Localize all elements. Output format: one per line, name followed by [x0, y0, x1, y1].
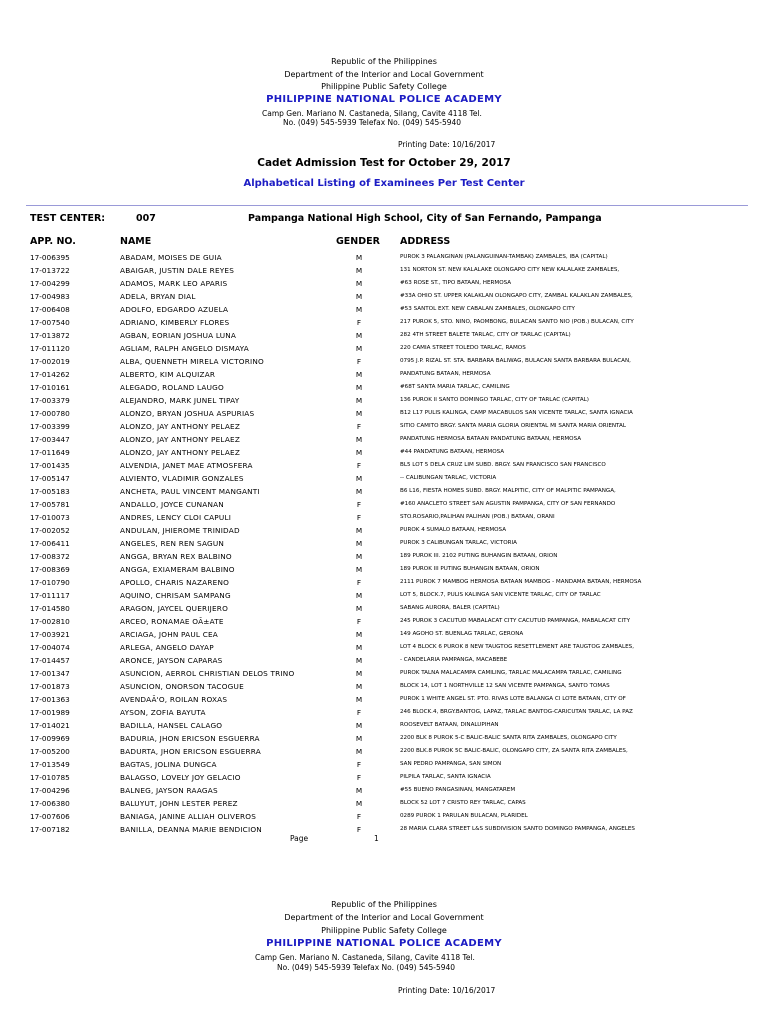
address-cell: PANDATUNG BATAAN, HERMOSA: [400, 371, 491, 377]
gender-cell: F: [356, 773, 362, 782]
academy-title: PHILIPPINE NATIONAL POLICE ACADEMY: [266, 94, 502, 105]
table-row: [0, 810, 768, 823]
address-cell: 28 MARIA CLARA STREET L&S SUBDIVISION SANTO DOMINGO PAMPANGA, ANGELES: [400, 826, 635, 832]
table-row: [0, 290, 768, 303]
name-cell: APOLLO, CHARIS NAZARENO: [120, 578, 230, 587]
app-no-cell: 17-001989: [30, 708, 70, 717]
address-cell: 136 PUROK II SANTO DOMINGO TARLAC, CITY OF TARLAC (CAPITAL): [400, 397, 589, 403]
table-row: [0, 745, 768, 758]
table-row: [0, 394, 768, 407]
gender-cell: F: [356, 513, 362, 522]
app-no-cell: 17-003399: [30, 422, 70, 431]
address-cell: LOT 5, BLOCK.7, PULIS KALINGA SAN VICENTE TARLAC, CITY OF TARLAC: [400, 592, 601, 598]
table-row: [0, 381, 768, 394]
app-no-cell: 17-003379: [30, 396, 70, 405]
gender-cell: M: [355, 630, 363, 639]
table-row: [0, 823, 768, 836]
column-name: NAME: [120, 236, 152, 247]
app-no-cell: 17-005781: [30, 500, 70, 509]
address-cell: 246 BLOCK.4, BRGY.BANTOG, LAPAZ, TARLAC BANTOG-CARICUTAN TARLAC, LA PAZ: [400, 709, 633, 715]
column-gender: GENDER: [336, 236, 380, 247]
name-cell: BANIAGA, JANINE ALLIAH OLIVEROS: [120, 812, 257, 821]
name-cell: ARCEO, RONAMAE OÃ±ATE: [120, 617, 224, 626]
table-row: [0, 563, 768, 576]
address-cell: 149 AGOHO ST. BUENLAG TARLAC, GERONA: [400, 631, 524, 637]
address-cell: B6 L16, FIESTA HOMES SUBD. BRGY. MALPITIC, CITY OF MALPITIC PAMPANGA,: [400, 488, 616, 494]
table-row: [0, 706, 768, 719]
gender-cell: F: [356, 760, 362, 769]
footer-header-republic: Republic of the Philippines: [331, 900, 437, 909]
address-cell: - CANDELARIA PAMPANGA, MACABEBE: [400, 657, 508, 663]
name-cell: ALONZO, BRYAN JOSHUA ASPURIAS: [120, 409, 255, 418]
app-no-cell: 17-008372: [30, 552, 70, 561]
academy-address-line2: No. (049) 545-5939 Telefax No. (049) 545-5940: [283, 118, 462, 127]
footer-academy-address-line1: Camp Gen. Mariano N. Castaneda, Silang, Cavite 4118 Tel.: [255, 953, 475, 962]
table-row: [0, 602, 768, 615]
name-cell: ADRIANO, KIMBERLY FLORES: [120, 318, 230, 327]
address-cell: PUROK 4 SUMALO BATAAN, HERMOSA: [400, 527, 507, 533]
app-no-cell: 17-006380: [30, 799, 70, 808]
table-row: [0, 693, 768, 706]
name-cell: ALEGADO, ROLAND LAUGO: [120, 383, 224, 392]
address-cell: #160 ANACLETO STREET SAN AGUSTIN PAMPANGA, CITY OF SAN FERNANDO: [400, 501, 616, 507]
app-no-cell: 17-002052: [30, 526, 70, 535]
app-no-cell: 17-011649: [30, 448, 70, 457]
footer-academy-address-line2: No. (049) 545-5939 Telefax No. (049) 545-5940: [277, 963, 456, 972]
address-cell: 282 4TH STREET BALETE TARLAC, CITY OF TARLAC (CAPITAL): [400, 332, 571, 338]
app-no-cell: 17-008369: [30, 565, 70, 574]
test-center-name: Pampanga National High School, City of San Fernando, Pampanga: [248, 213, 602, 224]
app-no-cell: 17-004299: [30, 279, 70, 288]
gender-cell: M: [355, 695, 363, 704]
table-row: [0, 524, 768, 537]
app-no-cell: 17-011117: [30, 591, 70, 600]
footer-header-department: Department of the Interior and Local Government: [284, 913, 484, 922]
header-department: Department of the Interior and Local Government: [284, 70, 484, 79]
gender-cell: M: [355, 747, 363, 756]
table-row: [0, 329, 768, 342]
app-no-cell: 17-001347: [30, 669, 70, 678]
printing-date: Printing Date: 10/16/2017: [398, 140, 496, 149]
address-cell: 189 PUROK III PUTING BUHANGIN BATAAN, ORION: [400, 566, 540, 572]
app-no-cell: 17-009969: [30, 734, 70, 743]
app-no-cell: 17-007540: [30, 318, 70, 327]
table-row: [0, 511, 768, 524]
app-no-cell: 17-002019: [30, 357, 70, 366]
address-cell: 220 CAMIA STREET TOLEDO TARLAC, RAMOS: [400, 345, 526, 351]
app-no-cell: 17-014021: [30, 721, 70, 730]
gender-cell: M: [355, 669, 363, 678]
table-row: [0, 784, 768, 797]
app-no-cell: 17-005200: [30, 747, 70, 756]
address-cell: STO.ROSARIO,PALIHAN PALIHAN (POB.) BATAAN, ORANI: [400, 514, 555, 520]
academy-address-line1: Camp Gen. Mariano N. Castaneda, Silang, Cavite 4118 Tel.: [262, 109, 482, 118]
address-cell: SITIO CAMITO BRGY. SANTA MARIA GLORIA ORIENTAL MI SANTA MARIA ORIENTAL: [400, 423, 626, 429]
gender-cell: M: [355, 656, 363, 665]
app-no-cell: 17-006411: [30, 539, 70, 548]
document-subtitle: Alphabetical Listing of Examinees Per Test Center: [243, 178, 525, 189]
address-cell: LOT 4 BLOCK 6 PUROK 8 NEW TAUGTOG RESETTLEMENT ARE TAUGTOG ZAMBALES,: [400, 644, 634, 650]
app-no-cell: 17-010161: [30, 383, 70, 392]
gender-cell: M: [355, 721, 363, 730]
address-cell: BLOCK 52 LOT 7 CRISTO REY TARLAC, CAPAS: [400, 800, 526, 806]
app-no-cell: 17-007182: [30, 825, 70, 834]
table-row: [0, 277, 768, 290]
name-cell: BANILLA, DEANNA MARIE BENDICION: [120, 825, 262, 834]
gender-cell: F: [356, 422, 362, 431]
name-cell: ASUNCION, AERROL CHRISTIAN DELOS TRINO: [120, 669, 295, 678]
app-no-cell: 17-013872: [30, 331, 70, 340]
app-no-cell: 17-005147: [30, 474, 70, 483]
table-row: [0, 667, 768, 680]
table-row: [0, 264, 768, 277]
name-cell: ARONCE, JAYSON CAPARAS: [120, 656, 223, 665]
table-row: [0, 732, 768, 745]
gender-cell: M: [355, 344, 363, 353]
name-cell: ANDRES, LENCY CLOI CAPULI: [120, 513, 232, 522]
app-no-cell: 17-001435: [30, 461, 70, 470]
app-no-cell: 17-004074: [30, 643, 70, 652]
name-cell: ADOLFO, EDGARDO AZUELA: [120, 305, 229, 314]
name-cell: ARAGON, JAYCEL QUERIJERO: [120, 604, 229, 613]
table-row: [0, 355, 768, 368]
name-cell: ALVENDIA, JANET MAE ATMOSFERA: [120, 461, 253, 470]
table-row: [0, 498, 768, 511]
name-cell: ALBERTO, KIM ALQUIZAR: [120, 370, 216, 379]
table-row: [0, 771, 768, 784]
gender-cell: F: [356, 318, 362, 327]
table-row: [0, 576, 768, 589]
table-row: [0, 342, 768, 355]
table-row: [0, 758, 768, 771]
gender-cell: M: [355, 448, 363, 457]
address-cell: #33A OHIO ST. UPPER KALAKLAN OLONGAPO CITY, ZAMBAL KALAKLAN ZAMBALES,: [400, 293, 633, 299]
name-cell: ABAIGAR, JUSTIN DALE REYES: [120, 266, 235, 275]
test-center-label: TEST CENTER:: [30, 213, 106, 224]
app-no-cell: 17-014262: [30, 370, 70, 379]
app-no-cell: 17-013722: [30, 266, 70, 275]
table-row: [0, 472, 768, 485]
name-cell: ASUNCION, ONORSON TACOGUE: [120, 682, 244, 691]
table-row: [0, 446, 768, 459]
gender-cell: M: [355, 370, 363, 379]
name-cell: ALONZO, JAY ANTHONY PELAEZ: [120, 422, 241, 431]
name-cell: ANCHETA, PAUL VINCENT MANGANTI: [120, 487, 260, 496]
name-cell: ALVIENTO, VLADIMIR GONZALES: [120, 474, 244, 483]
table-row: [0, 316, 768, 329]
address-cell: 2200 BLK.8 PUROK 5C BALIC-BALIC, OLONGAPO CITY, ZA SANTA RITA ZAMBALES,: [400, 748, 628, 754]
address-cell: #63 ROSE ST., TIPO BATAAN, HERMOSA: [400, 280, 512, 286]
table-row: [0, 641, 768, 654]
address-cell: BLOCK 14, LOT 1 NORTHVILLE 12 SAN VICENTE PAMPANGA, SANTO TOMAS: [400, 683, 610, 689]
address-cell: PUROK 3 PALANGINAN (PALANGUINAN-TAMBAK) ZAMBALES, IBA (CAPITAL): [400, 254, 608, 260]
gender-cell: F: [356, 825, 362, 834]
app-no-cell: 17-010073: [30, 513, 70, 522]
column-address: ADDRESS: [400, 236, 451, 247]
gender-cell: M: [355, 331, 363, 340]
name-cell: ALBA, QUENNETH MIRELA VICTORINO: [120, 357, 264, 366]
name-cell: ALEJANDRO, MARK JUNEL TIPAY: [120, 396, 240, 405]
address-cell: PILPILA TARLAC, SANTA IGNACIA: [400, 774, 491, 780]
gender-cell: M: [355, 552, 363, 561]
name-cell: AGBAN, EORIAN JOSHUA LUNA: [120, 331, 237, 340]
gender-cell: M: [355, 526, 363, 535]
name-cell: BADILLA, HANSEL CALAGO: [120, 721, 223, 730]
name-cell: ANGGA, EXIAMERAM BALBINO: [120, 565, 235, 574]
app-no-cell: 17-011120: [30, 344, 70, 353]
page-label: Page: [290, 834, 309, 843]
address-cell: PUROK 3 CALIBUNGAN TARLAC, VICTORIA: [400, 540, 517, 546]
app-no-cell: 17-004983: [30, 292, 70, 301]
name-cell: ANDALLO, JOYCE CUNANAN: [120, 500, 224, 509]
table-row: [0, 797, 768, 810]
gender-cell: F: [356, 500, 362, 509]
name-cell: BALAGSO, LOVELY JOY GELACIO: [120, 773, 241, 782]
gender-cell: M: [355, 279, 363, 288]
gender-cell: M: [355, 682, 363, 691]
app-no-cell: 17-000780: [30, 409, 70, 418]
address-cell: 189 PUROK III. 2102 PUTING BUHANGIN BATAAN, ORION: [400, 553, 558, 559]
gender-cell: M: [355, 799, 363, 808]
table-row: [0, 654, 768, 667]
footer-printing-date: Printing Date: 10/16/2017: [398, 986, 496, 995]
gender-cell: M: [355, 734, 363, 743]
address-cell: -- CALIBUNGAN TARLAC, VICTORIA: [400, 475, 497, 481]
name-cell: ARLEGA, ANGELO DAYAP: [120, 643, 214, 652]
address-cell: #68T SANTA MARIA TARLAC, CAMILING: [400, 384, 510, 390]
gender-cell: M: [355, 474, 363, 483]
app-no-cell: 17-002810: [30, 617, 70, 626]
name-cell: ALONZO, JAY ANTHONY PELAEZ: [120, 435, 241, 444]
examinee-table: [0, 251, 768, 836]
footer-academy-title: PHILIPPINE NATIONAL POLICE ACADEMY: [266, 938, 502, 949]
gender-cell: M: [355, 305, 363, 314]
address-cell: BL5 LOT 5 DELA CRUZ LIM SUBD. BRGY. SAN FRANCISCO SAN FRANCISCO: [400, 462, 606, 468]
name-cell: AYSON, ZOFIA BAYUTA: [120, 708, 206, 717]
table-row: [0, 407, 768, 420]
name-cell: ANGELES, REN REN SAGUN: [120, 539, 225, 548]
gender-cell: M: [355, 565, 363, 574]
name-cell: BADURIA, JHON ERICSON ESGUERRA: [120, 734, 260, 743]
address-cell: #44 PANDATUNG BATAAN, HERMOSA: [400, 449, 505, 455]
test-center-code: 007: [136, 213, 156, 224]
gender-cell: F: [356, 708, 362, 717]
table-row: [0, 485, 768, 498]
app-no-cell: 17-014580: [30, 604, 70, 613]
name-cell: ANDULAN, JHIEROME TRINIDAD: [120, 526, 240, 535]
column-app-no: APP. NO.: [30, 236, 76, 247]
app-no-cell: 17-003921: [30, 630, 70, 639]
gender-cell: M: [355, 292, 363, 301]
table-row: [0, 550, 768, 563]
app-no-cell: 17-014457: [30, 656, 70, 665]
name-cell: BADURTA, JHON ERICSON ESGUERRA: [120, 747, 261, 756]
table-row: [0, 251, 768, 264]
gender-cell: F: [356, 578, 362, 587]
name-cell: AVENDAÃ'O, ROILAN ROXAS: [120, 695, 228, 704]
gender-cell: F: [356, 461, 362, 470]
table-row: [0, 420, 768, 433]
gender-cell: M: [355, 539, 363, 548]
name-cell: AQUINO, CHRISAM SAMPANG: [120, 591, 231, 600]
name-cell: ADAMOS, MARK LEO APARIS: [120, 279, 228, 288]
app-no-cell: 17-006408: [30, 305, 70, 314]
address-cell: 2200 BLK 8 PUROK 5-C BALIC-BALIC SANTA RITA ZAMBALES, OLONGAPO CITY: [400, 735, 617, 741]
table-row: [0, 459, 768, 472]
app-no-cell: 17-010785: [30, 773, 70, 782]
address-cell: PUROK 1 WHITE ANGEL ST. PTO. RIVAS LOTE BALANGA CI LOTE BATAAN, CITY OF: [400, 696, 626, 702]
address-cell: 0795 J.P. RIZAL ST. STA. BARBARA BALIWAG, BULACAN SANTA BARBARA BULACAN,: [400, 358, 631, 364]
address-cell: 0289 PUROK 1 PARULAN BULACAN, PLARIDEL: [400, 813, 528, 819]
address-cell: 2111 PUROK 7 MAMBOG HERMOSA BATAAN MAMBOG - MANDAMA BATAAN, HERMOSA: [400, 579, 642, 585]
address-cell: 131 NORTON ST. NEW KALALAKE OLONGAPO CITY NEW KALALAKE ZAMBALES,: [400, 267, 620, 273]
address-cell: SABANG AURORA, BALER (CAPITAL): [400, 605, 500, 611]
app-no-cell: 17-004296: [30, 786, 70, 795]
gender-cell: F: [356, 617, 362, 626]
table-row: [0, 719, 768, 732]
address-cell: 245 PUROK 3 CACUTUD MABALACAT CITY CACUTUD PAMPANGA, MABALACAT CITY: [400, 618, 630, 624]
page-number: 1: [374, 834, 379, 843]
table-row: [0, 433, 768, 446]
gender-cell: M: [355, 383, 363, 392]
name-cell: ABADAM, MOISES DE GUIA: [120, 253, 222, 262]
header-divider: [26, 205, 748, 206]
gender-cell: F: [356, 357, 362, 366]
app-no-cell: 17-013549: [30, 760, 70, 769]
gender-cell: M: [355, 604, 363, 613]
name-cell: ANGGA, BRYAN REX BALBINO: [120, 552, 232, 561]
gender-cell: F: [356, 812, 362, 821]
address-cell: 217 PUROK 5, STO. NINO, PAOMBONG, BULACAN SANTO NIO (POB.) BULACAN, CITY: [400, 319, 634, 325]
app-no-cell: 17-006395: [30, 253, 70, 262]
address-cell: #53 SANTOL EXT. NEW CABALAN ZAMBALES, OLONGAPO CITY: [400, 306, 575, 312]
name-cell: AGLIAM, RALPH ANGELO DISMAYA: [120, 344, 249, 353]
address-cell: B12 L17 PULIS KALINGA, CAMP MACABULOS SAN VICENTE TARLAC, SANTA IGNACIA: [400, 410, 633, 416]
app-no-cell: 17-010790: [30, 578, 70, 587]
gender-cell: M: [355, 786, 363, 795]
app-no-cell: 17-007606: [30, 812, 70, 821]
name-cell: BALUYUT, JOHN LESTER PEREZ: [120, 799, 238, 808]
gender-cell: M: [355, 266, 363, 275]
name-cell: BAGTAS, JOLINA DUNGCA: [120, 760, 217, 769]
gender-cell: M: [355, 396, 363, 405]
table-row: [0, 589, 768, 602]
address-cell: PANDATUNG HERMOSA BATAAN PANDATUNG BATAAN, HERMOSA: [400, 436, 582, 442]
document-title: Cadet Admission Test for October 29, 2017: [257, 157, 511, 169]
table-row: [0, 680, 768, 693]
table-row: [0, 368, 768, 381]
app-no-cell: 17-001363: [30, 695, 70, 704]
gender-cell: M: [355, 487, 363, 496]
table-row: [0, 537, 768, 550]
gender-cell: M: [355, 409, 363, 418]
gender-cell: M: [355, 643, 363, 652]
address-cell: SAN PEDRO PAMPANGA, SAN SIMON: [400, 761, 502, 767]
table-row: [0, 628, 768, 641]
gender-cell: M: [355, 435, 363, 444]
header-college: Philippine Public Safety College: [321, 82, 447, 91]
name-cell: ADELA, BRYAN DIAL: [120, 292, 196, 301]
footer-header-college: Philippine Public Safety College: [321, 926, 447, 935]
address-cell: #55 BUENO PANGASINAN, MANGATAREM: [400, 787, 516, 793]
app-no-cell: 17-005183: [30, 487, 70, 496]
app-no-cell: 17-001873: [30, 682, 70, 691]
app-no-cell: 17-003447: [30, 435, 70, 444]
address-cell: PUROK TALNA MALACAMPA CAMILING, TARLAC MALACAMPA TARLAC, CAMILING: [400, 670, 622, 676]
name-cell: ARCIAGA, JOHN PAUL CEA: [120, 630, 219, 639]
table-row: [0, 615, 768, 628]
table-row: [0, 303, 768, 316]
address-cell: ROOSEVELT BATAAN, DINALUPIHAN: [400, 722, 499, 728]
gender-cell: M: [355, 253, 363, 262]
name-cell: BALNEG, JAYSON RAAGAS: [120, 786, 218, 795]
name-cell: ALONZO, JAY ANTHONY PELAEZ: [120, 448, 241, 457]
header-republic: Republic of the Philippines: [331, 57, 437, 66]
gender-cell: M: [355, 591, 363, 600]
